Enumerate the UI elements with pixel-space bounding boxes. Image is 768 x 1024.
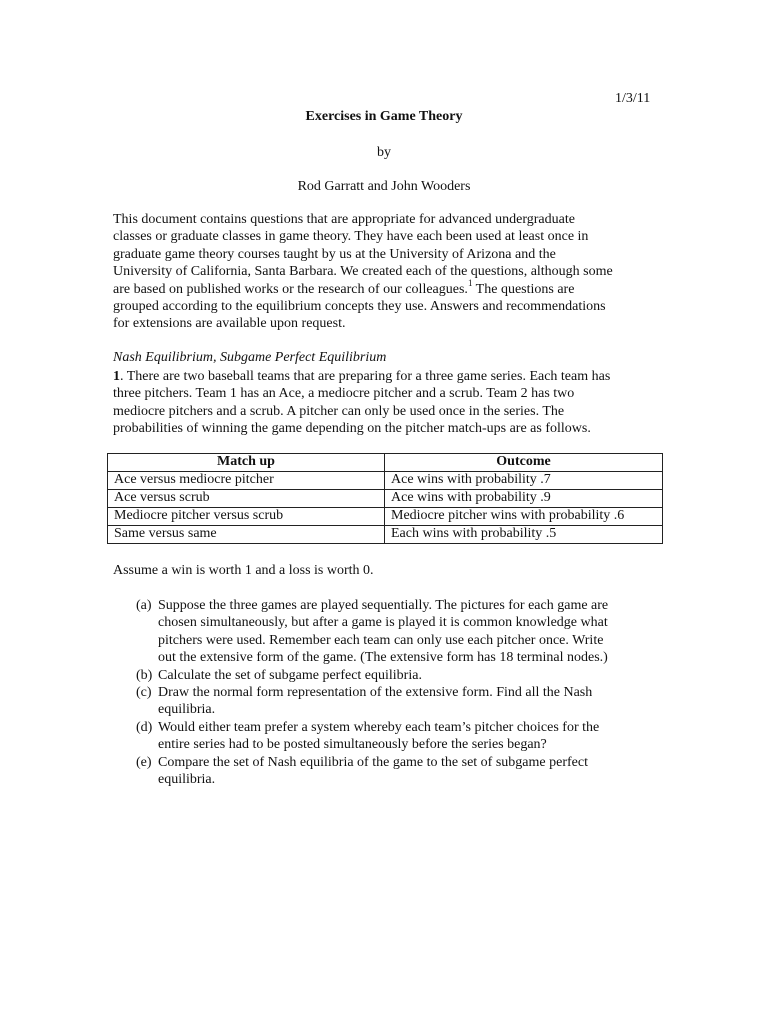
table-cell-outcome: Mediocre pitcher wins with probability .6 (385, 508, 663, 526)
table-row (108, 490, 663, 508)
problem-number: 1 (113, 369, 120, 384)
table-row (108, 526, 663, 544)
column-header-outcome: Outcome (385, 454, 663, 472)
question-label: (d) (136, 719, 153, 735)
section-heading: Nash Equilibrium, Subgame Perfect Equilibrium (113, 350, 387, 365)
question-line: Draw the normal form representation of the extensive form. Find all the Nash (158, 685, 593, 701)
intro-line: grouped according to the equilibrium concepts they use. Answers and recommendations (113, 299, 606, 315)
intro-line: This document contains questions that are appropriate for advanced undergraduate (113, 212, 575, 227)
problem-line: mediocre pitchers and a scrub. A pitcher can only be used once in the series. The (113, 403, 565, 419)
column-header-matchup: Match up (108, 454, 385, 472)
problem-line (113, 368, 658, 385)
question-line: out the extensive form of the game. (The extensive form has 18 terminal nodes.) (158, 650, 608, 666)
table-header-row (108, 454, 663, 472)
problem-line-text: . There are two baseball teams that are preparing for a three game series. Each team has (120, 369, 611, 384)
table-cell-outcome: Ace wins with probability .7 (385, 472, 663, 490)
table-cell-matchup: Ace versus mediocre pitcher (108, 472, 385, 490)
footnote-marker: 1 (467, 277, 473, 288)
question-line: pitchers were used. Remember each team can only use each pitcher once. Write (158, 632, 604, 648)
table-cell-matchup: Mediocre pitcher versus scrub (108, 508, 385, 526)
intro-line (113, 277, 658, 298)
intro-line-tail: The questions are (472, 281, 575, 297)
question-item-c (136, 684, 656, 719)
question-list (136, 597, 656, 788)
question-line: chosen simultaneously, but after a game is played it is common knowledge what (158, 615, 608, 631)
question-line: equilibria. (158, 772, 216, 788)
question-line: Calculate the set of subgame perfect equilibria. (158, 667, 422, 683)
question-line: equilibria. (158, 702, 216, 718)
question-line: entire series had to be posted simultaneously before the series began? (158, 737, 547, 753)
question-label: (b) (136, 667, 153, 683)
table-cell-outcome: Ace wins with probability .9 (385, 490, 663, 508)
assumption-text: Assume a win is worth 1 and a loss is worth 0. (113, 563, 374, 578)
question-label: (e) (136, 754, 152, 770)
question-line: Compare the set of Nash equilibria of the game to the set of subgame perfect (158, 754, 588, 770)
question-item-b (136, 667, 656, 684)
question-item-d (136, 719, 656, 754)
intro-line: classes or graduate classes in game theory. They have each been used at least once in (113, 229, 589, 245)
document-title: Exercises in Game Theory (305, 109, 463, 124)
question-line: Suppose the three games are played sequentially. The pictures for each game are (158, 598, 609, 613)
question-item-e (136, 754, 656, 789)
intro-line: for extensions are available upon request. (113, 316, 346, 332)
question-label: (c) (136, 685, 152, 701)
intro-line: graduate game theory courses taught by us at the University of Arizona and the (113, 246, 556, 262)
table-cell-matchup: Same versus same (108, 526, 385, 544)
question-label: (a) (136, 598, 152, 613)
intro-line: University of California, Santa Barbara. We created each of the questions, although some (113, 264, 613, 280)
problem-1 (113, 368, 658, 438)
table-cell-matchup: Ace versus scrub (108, 490, 385, 508)
intro-line-text: are based on published works or the research of our colleagues. (113, 281, 468, 297)
table-row (108, 508, 663, 526)
table-row (108, 472, 663, 490)
question-line: Would either team prefer a system whereby each team’s pitcher choices for the (158, 719, 600, 735)
intro-paragraph (113, 211, 658, 333)
authors: Rod Garratt and John Wooders (297, 179, 471, 194)
problem-line: probabilities of winning the game depending on the pitcher match-ups are as follows. (113, 421, 591, 437)
matchup-table (107, 453, 663, 544)
question-item-a (136, 597, 656, 667)
document-date: 1/3/11 (615, 91, 651, 106)
byline-by: by (377, 145, 391, 160)
problem-line: three pitchers. Team 1 has an Ace, a mediocre pitcher and a scrub. Team 2 has two (113, 386, 575, 402)
table-cell-outcome: Each wins with probability .5 (385, 526, 663, 544)
